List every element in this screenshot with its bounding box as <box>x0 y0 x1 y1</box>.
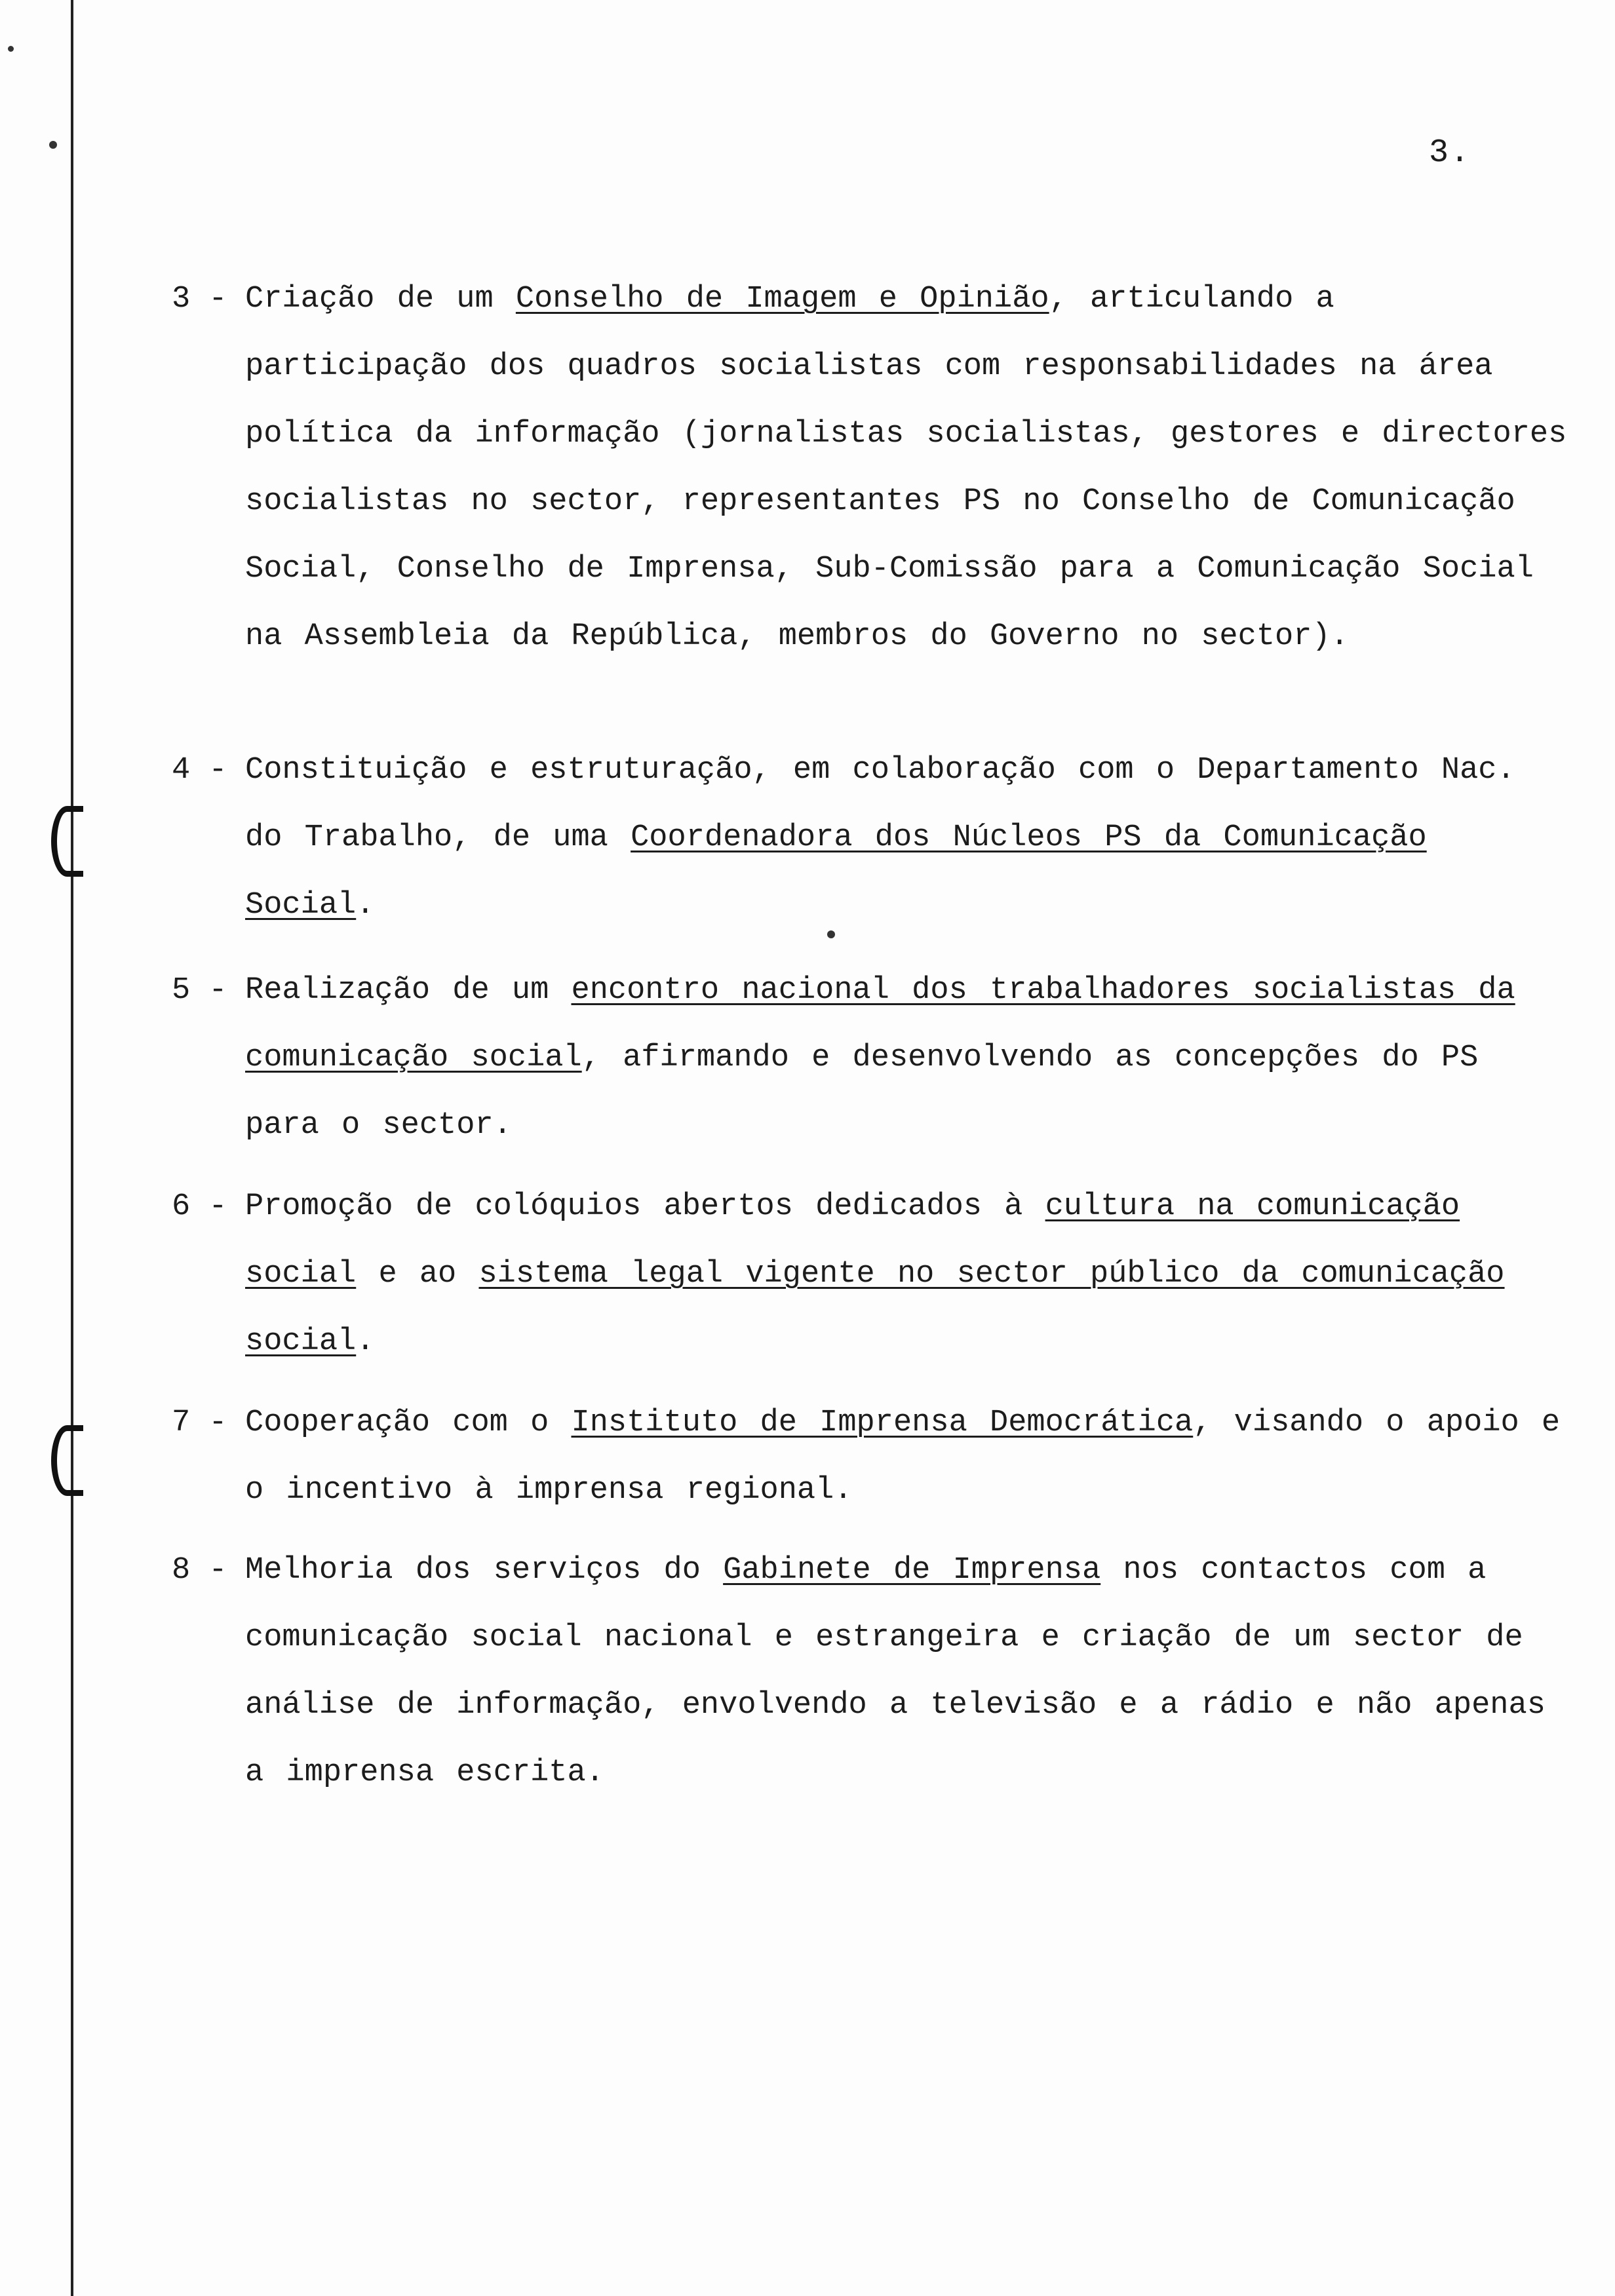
item-text-segment: Cooperação com o <box>245 1406 572 1440</box>
item-text-underlined: Coordenadora dos Núcleos PS da Comunicação Social <box>245 820 1427 923</box>
item-text-underlined: encontro nacional dos trabalhadores socialistas da comunicação social <box>245 973 1515 1075</box>
item-text-segment: Constituição e estruturação, em colaboração com o Departamento Nac. do Trabalho, de uma <box>245 753 1515 855</box>
list-item <box>172 1389 1574 1524</box>
item-number: 7 - <box>172 1406 227 1440</box>
binding-edge-line <box>71 0 73 2296</box>
item-text-underlined: Instituto de Imprensa Democrática <box>571 1406 1194 1440</box>
item-number: 5 - <box>172 973 227 1008</box>
punch-hole-mark-icon <box>51 806 83 877</box>
item-text-segment: , articulando a participação dos quadros socialistas com responsabilidades na área política da informação (jornalistas socialistas, gestores e directores socialistas no sector, representantes PS no Conselho de Comunicação Social, Conselho de Imprensa, Sub-Comissão para a Comunicação Social na Assembleia da República, membros do Governo no sector). <box>245 282 1567 654</box>
scan-speck <box>8 46 14 52</box>
punch-hole-mark-icon <box>51 1425 83 1496</box>
item-text-underlined: Gabinete de Imprensa <box>723 1553 1101 1588</box>
item-text-segment: Realização de um <box>245 973 572 1008</box>
item-text <box>245 957 1574 1159</box>
list-item <box>172 1173 1574 1375</box>
item-number: 6 - <box>172 1189 227 1224</box>
item-text-segment: , afirmando e desenvolvendo as concepções do PS para o sector. <box>245 1041 1479 1143</box>
item-text <box>245 1173 1574 1375</box>
item-number: 4 - <box>172 753 227 788</box>
item-text-segment: e ao <box>356 1257 479 1292</box>
item-text-underlined: sistema legal vigente no sector público da comunicação social <box>245 1257 1505 1359</box>
list-item <box>172 737 1574 939</box>
item-text-underlined: cultura na comunicação social <box>245 1189 1460 1292</box>
item-number: 3 - <box>172 282 227 316</box>
item-text-segment: . <box>356 1324 375 1359</box>
item-number: 8 - <box>172 1553 227 1588</box>
list-item <box>172 957 1574 1159</box>
item-text <box>245 265 1574 670</box>
item-text <box>245 1537 1574 1807</box>
item-text-segment: Melhoria dos serviços do <box>245 1553 724 1588</box>
scan-speck <box>49 141 57 149</box>
item-text-segment: . <box>356 888 375 923</box>
item-text-segment: nos contactos com a comunicação social nacional e estrangeira e criação de um sector de análise de informação, envolvendo a televisão e a rádio e não apenas a imprensa escrita. <box>245 1553 1546 1790</box>
item-text-segment: Promoção de colóquios abertos dedicados à <box>245 1189 1045 1224</box>
item-text-underlined: Conselho de Imagem e Opinião <box>515 282 1049 316</box>
list-item <box>172 1537 1574 1807</box>
item-text <box>245 1389 1574 1524</box>
item-text <box>245 737 1574 939</box>
list-item <box>172 265 1574 670</box>
item-text-segment: , visando o apoio e o incentivo à imprensa regional. <box>245 1406 1561 1508</box>
item-text-segment: Criação de um <box>245 282 516 316</box>
page-number: 3. <box>1429 134 1471 172</box>
